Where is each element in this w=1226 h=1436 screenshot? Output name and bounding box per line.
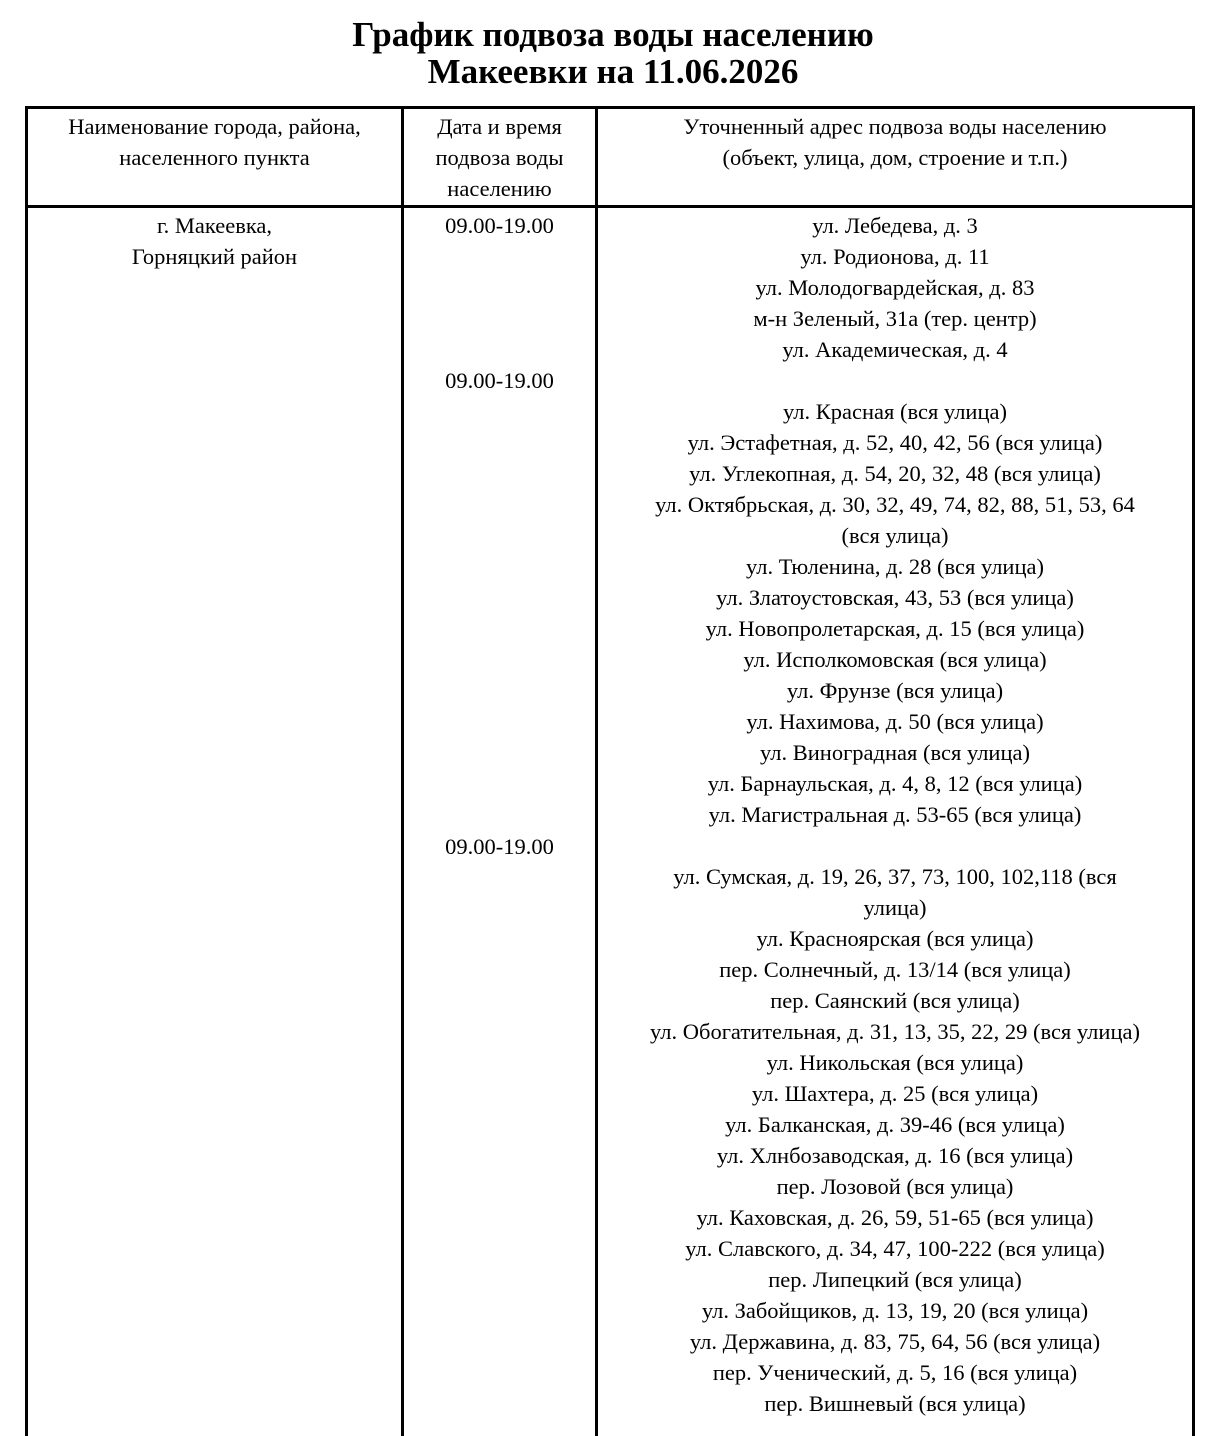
address-group-2 xyxy=(598,396,1192,830)
page-title xyxy=(0,16,1226,90)
address-line: ул. Фрунзе (вся улица) xyxy=(786,678,1004,703)
address-line: ул. Державина, д. 83, 75, 64, 56 (вся улица) xyxy=(689,1329,1101,1354)
address-line: ул. Лебедева, д. 3 xyxy=(812,213,978,238)
address-line: ул. Славского, д. 34, 47, 100-222 (вся улица) xyxy=(685,1236,1105,1261)
address-line: пер. Лозовой (вся улица) xyxy=(776,1174,1014,1199)
table-right-border xyxy=(1192,106,1195,1436)
address-line: ул. Златоустовская, 43, 53 (вся улица) xyxy=(716,585,1074,610)
address-line: ул. Магистральная д. 53-65 (вся улица) xyxy=(708,802,1082,827)
address-line: ул. Новопролетарская, д. 15 (вся улица) xyxy=(705,616,1085,641)
title-line-2: Макеевки на 11.06.2026 xyxy=(427,52,799,91)
address-group-3 xyxy=(598,861,1192,1419)
address-line: ул. Исполкомовская (вся улица) xyxy=(743,647,1047,672)
time-group-2: 09.00-19.00 xyxy=(445,368,554,393)
address-line: ул. Красная (вся улица) xyxy=(783,399,1007,424)
locality-cell: г. Макеевка, Горняцкий район xyxy=(131,213,298,269)
address-line: ул. Обогатительная, д. 31, 13, 35, 22, 29 (вся улица) xyxy=(650,1019,1140,1044)
address-line: ул. Эстафетная, д. 52, 40, 42, 56 (вся улица) xyxy=(687,430,1103,455)
column-divider-1 xyxy=(401,106,404,1436)
address-line: ул. Никольская (вся улица) xyxy=(766,1050,1024,1075)
address-line: ул. Родионова, д. 11 xyxy=(800,244,990,269)
group-spacer xyxy=(598,830,1192,861)
address-line: пер. Липецкий (вся улица) xyxy=(768,1267,1022,1292)
time-group-3: 09.00-19.00 xyxy=(445,834,554,859)
address-line: ул. Октябрьская, д. 30, 32, 49, 74, 82, 88, 51, 53, 64 xyxy=(655,492,1135,517)
address-line: ул. Барнаульская, д. 4, 8, 12 (вся улица) xyxy=(707,771,1083,796)
address-line: улица) xyxy=(863,895,927,920)
header-bottom-border xyxy=(25,205,1195,208)
address-line: ул. Балканская, д. 39-46 (вся улица) xyxy=(725,1112,1065,1137)
address-line: ул. Шахтера, д. 25 (вся улица) xyxy=(751,1081,1039,1106)
address-line: пер. Ученический, д. 5, 16 (вся улица) xyxy=(712,1360,1078,1385)
address-line: пер. Солнечный, д. 13/14 (вся улица) xyxy=(719,957,1071,982)
address-line: м-н Зеленый, 31а (тер. центр) xyxy=(753,306,1037,331)
title-line-1: График подвоза воды населению xyxy=(352,15,874,54)
address-line: ул. Академическая, д. 4 xyxy=(782,337,1008,362)
group-spacer xyxy=(598,365,1192,396)
address-line: ул. Углекопная, д. 54, 20, 32, 48 (вся улица) xyxy=(689,461,1101,486)
time-group-1: 09.00-19.00 xyxy=(445,213,554,238)
table-top-border xyxy=(25,106,1195,109)
address-line: ул. Молодогвардейская, д. 83 xyxy=(755,275,1035,300)
address-line: ул. Красноярская (вся улица) xyxy=(756,926,1034,951)
table-left-border xyxy=(25,106,28,1436)
address-line: ул. Каховская, д. 26, 59, 51-65 (вся улица) xyxy=(696,1205,1094,1230)
address-list xyxy=(598,210,1192,1419)
address-line: ул. Нахимова, д. 50 (вся улица) xyxy=(746,709,1044,734)
address-line: ул. Виноградная (вся улица) xyxy=(760,740,1030,765)
address-line: ул. Хлнбозаводская, д. 16 (вся улица) xyxy=(716,1143,1074,1168)
header-datetime: Дата и время подвоза воды населению xyxy=(435,114,564,201)
address-line: пер. Саянский (вся улица) xyxy=(770,988,1020,1013)
address-line: ул. Сумская, д. 19, 26, 37, 73, 100, 102,118 (вся xyxy=(673,864,1117,889)
address-group-1 xyxy=(598,210,1192,365)
header-address: Уточненный адрес подвоза воды населению (объект, улица, дом, строение и т.п.) xyxy=(683,114,1107,170)
address-line: ул. Забойщиков, д. 13, 19, 20 (вся улица) xyxy=(701,1298,1089,1323)
schedule-table xyxy=(25,106,1195,1436)
address-line: пер. Вишневый (вся улица) xyxy=(764,1391,1026,1416)
address-line: (вся улица) xyxy=(841,523,949,548)
address-line: ул. Тюленина, д. 28 (вся улица) xyxy=(745,554,1044,579)
header-locality: Наименование города, района, населенного пункта xyxy=(68,114,361,170)
